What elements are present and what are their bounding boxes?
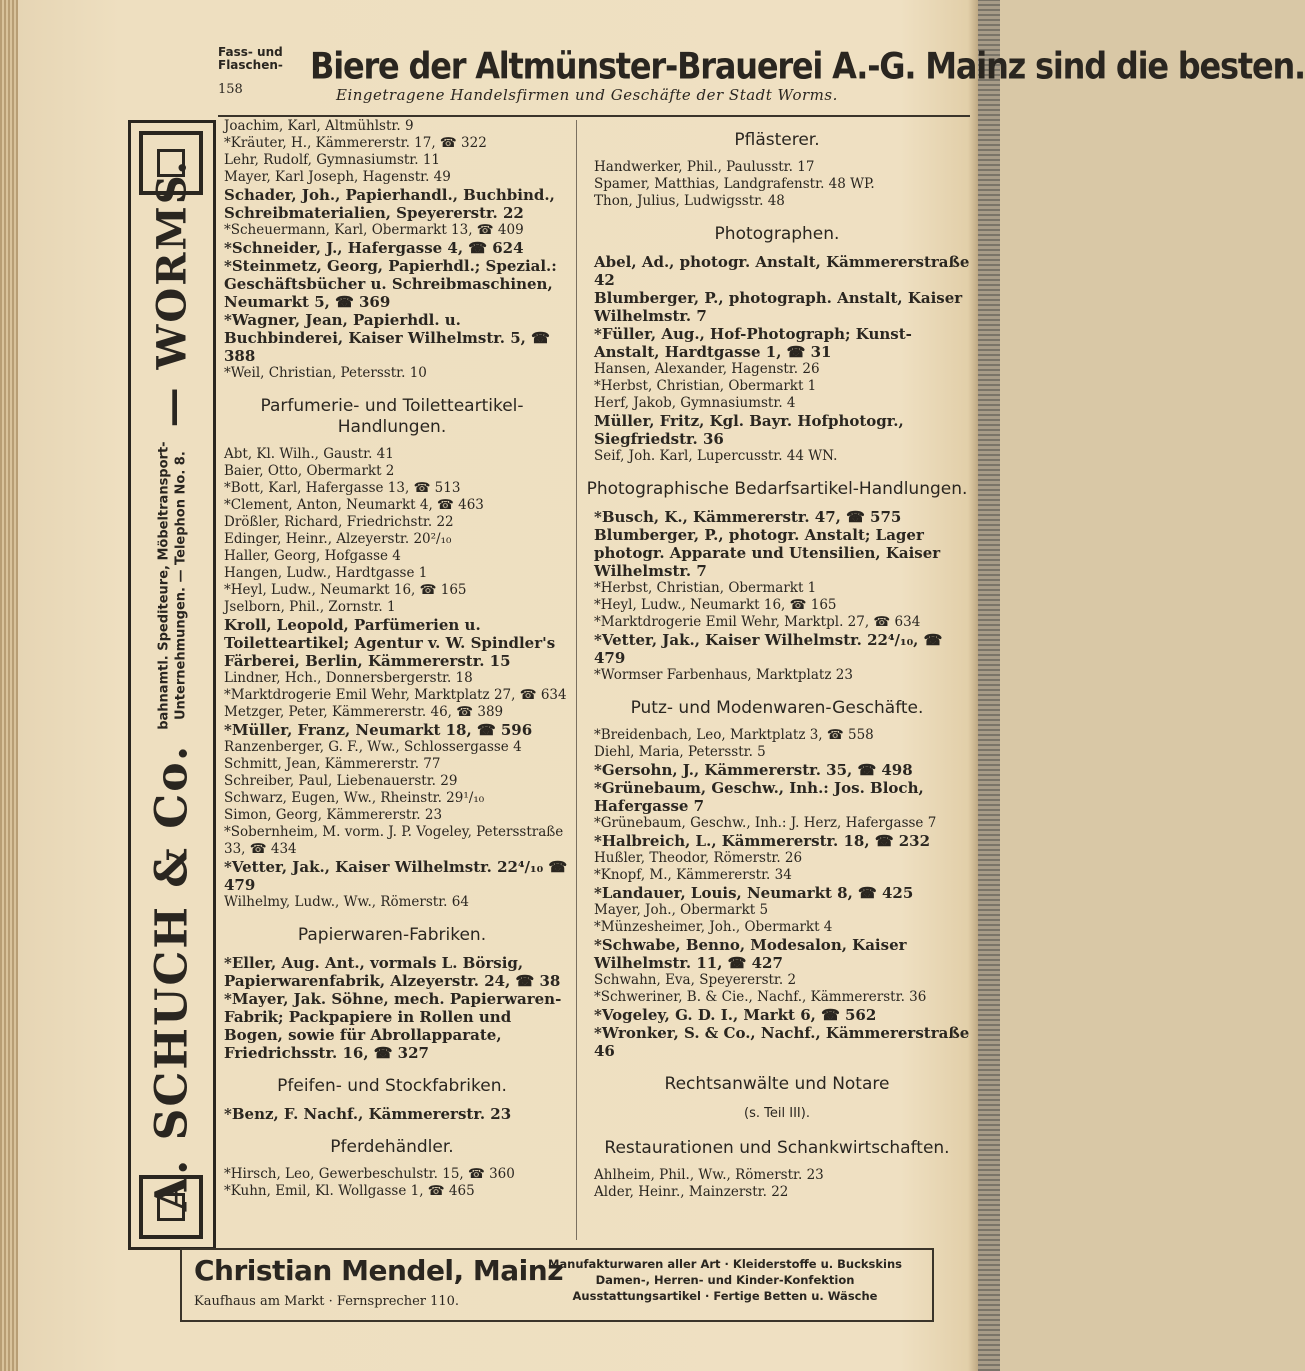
list-item: *Grünebaum, Geschw., Inh.: Jos. Bloch, Hafergasse 7 [594, 779, 924, 815]
heading-pferdehaendler: Pferdehändler. [330, 1137, 454, 1157]
list-item: *Scheuermann, Karl, Obermarkt 13, ☎ 409 [224, 222, 524, 238]
list-item: *Müller, Franz, Neumarkt 18, ☎ 596 [224, 721, 533, 739]
list-item: *Mayer, Jak. Söhne, mech. Papierwaren-Fabrik; Packpapiere in Rollen und Bogen, sowie für Abrollapparate, Friedrichsstr. 16, ☎ 327 [224, 990, 562, 1062]
list-item: *Grünebaum, Geschw., Inh.: J. Herz, Hafergasse 7 [594, 815, 937, 831]
list-item: Spamer, Matthias, Landgrafenstr. 48 WP. [594, 176, 875, 192]
list-pferdehaendler [212, 1166, 572, 1200]
header-small-line2: Flaschen- [218, 58, 283, 72]
list-item: Abel, Ad., photogr. Anstalt, Kämmererstraße 42 [594, 253, 970, 289]
heading-putz-moden: Putz- und Modenwaren-Geschäfte. [630, 698, 924, 718]
list-item: *Münzesheimer, Joh., Obermarkt 4 [594, 919, 833, 935]
list-item: *Landauer, Louis, Neumarkt 8, ☎ 425 [594, 884, 914, 902]
list-item: *Vogeley, G. D. I., Markt 6, ☎ 562 [594, 1006, 877, 1024]
header-title: Biere der Altmünster-Brauerei A.-G. Mainz sind die besten. [310, 44, 1305, 88]
list-item: *Wagner, Jean, Papierhdl. u. Buchbinderei, Kaiser Wilhelmstr. 5, ☎ 388 [224, 311, 550, 365]
heading-parfumerie: Parfumerie- und Toiletteartikel-Handlungen. [260, 396, 524, 437]
list-item: Ahlheim, Phil., Ww., Römerstr. 23 [594, 1167, 824, 1183]
sidebar-advertisement [128, 120, 216, 1250]
list-item: Mayer, Joh., Obermarkt 5 [594, 902, 769, 918]
list-item: *Halbreich, L., Kämmererstr. 18, ☎ 232 [594, 832, 931, 850]
list-item: Metzger, Peter, Kämmererstr. 46, ☎ 389 [224, 704, 504, 720]
list-item: *Marktdrogerie Emil Wehr, Marktpl. 27, ☎ 634 [594, 614, 921, 630]
list-item: *Heyl, Ludw., Neumarkt 16, ☎ 165 [594, 597, 837, 613]
list-item: Müller, Fritz, Kgl. Bayr. Hofphotogr., Siegfriedstr. 36 [594, 412, 904, 448]
list-item: Blumberger, P., photogr. Anstalt; Lager photogr. Apparate und Utensilien, Kaiser Wilhelmstr. 7 [594, 526, 941, 580]
page-stack-edge [978, 0, 1000, 1371]
list-pflaesterer [582, 159, 972, 210]
list-item: Alder, Heinr., Mainzerstr. 22 [594, 1184, 789, 1200]
footer-products [520, 1256, 930, 1304]
book-spine-edge [0, 0, 18, 1371]
list-item: Drößler, Richard, Friedrichstr. 22 [224, 514, 454, 530]
note-rechtsanwaelte: (s. Teil III). [744, 1106, 810, 1121]
list-item: Hußler, Theodor, Römerstr. 26 [594, 850, 803, 866]
list-item: Hangen, Ludw., Hardtgasse 1 [224, 565, 428, 581]
list-item: *Vetter, Jak., Kaiser Wilhelmstr. 22⁴/₁₀, ☎ 479 [594, 631, 943, 667]
list-item: Edinger, Heinr., Alzeyerstr. 20²/₁₀ [224, 531, 452, 547]
column-divider [576, 120, 577, 1240]
right-column [582, 118, 972, 1201]
list-item: *Herbst, Christian, Obermarkt 1 [594, 580, 817, 596]
list-item: Herf, Jakob, Gymnasiumstr. 4 [594, 395, 796, 411]
list-item: Lehr, Rudolf, Gymnasiumstr. 11 [224, 152, 441, 168]
list-parfumerie [212, 446, 572, 911]
list-item: *Sobernheim, M. vorm. J. P. Vogeley, Petersstraße 33, ☎ 434 [224, 824, 564, 857]
list-item: Schreiber, Paul, Liebenauerstr. 29 [224, 773, 458, 789]
list-item: *Clement, Anton, Neumarkt 4, ☎ 463 [224, 497, 484, 513]
list-putz-moden [582, 727, 972, 1060]
list-item: *Knopf, M., Kämmererstr. 34 [594, 867, 792, 883]
list-item: Haller, Georg, Hofgasse 4 [224, 548, 401, 564]
list-item: *Bott, Karl, Hafergasse 13, ☎ 513 [224, 480, 461, 496]
list-item: Diehl, Maria, Petersstr. 5 [594, 744, 766, 760]
list-item: Jselborn, Phil., Zornstr. 1 [224, 599, 396, 615]
list-item: *Kuhn, Emil, Kl. Wollgasse 1, ☎ 465 [224, 1183, 475, 1199]
list-item: *Hirsch, Leo, Gewerbeschulstr. 15, ☎ 360 [224, 1166, 515, 1182]
list-item: Lindner, Hch., Donnersbergerstr. 18 [224, 670, 473, 686]
footer-line3: Ausstattungsartikel · Fertige Betten u. Wäsche [572, 1289, 878, 1303]
list-item: *Vetter, Jak., Kaiser Wilhelmstr. 22⁴/₁₀ ☎ 479 [224, 858, 568, 894]
list-item: *Wronker, S. & Co., Nachf., Kämmererstraße 46 [594, 1024, 970, 1060]
list-item: Schader, Joh., Papierhandl., Buchbind., Schreibmaterialien, Speyererstr. 22 [224, 186, 555, 222]
heading-pflaesterer: Pflästerer. [734, 130, 820, 150]
list-item: *Herbst, Christian, Obermarkt 1 [594, 378, 817, 394]
footer-company-name: Christian Mendel, Mainz [194, 1254, 564, 1287]
list-item: *Schweriner, B. & Cie., Nachf., Kämmererstr. 36 [594, 989, 927, 1005]
list-item: *Marktdrogerie Emil Wehr, Marktplatz 27, ☎ 634 [224, 687, 567, 703]
list-item: *Busch, K., Kämmererstr. 47, ☎ 575 [594, 508, 902, 526]
list-papierwaren [212, 954, 572, 1062]
list-item: Schmitt, Jean, Kämmererstr. 77 [224, 756, 441, 772]
footer-advertisement [180, 1248, 934, 1322]
list-item: Wilhelmy, Ludw., Ww., Römerstr. 64 [224, 894, 469, 910]
header-rule [218, 115, 970, 117]
footer-line1: Manufakturwaren aller Art · Kleiderstoffe u. Buckskins [547, 1257, 903, 1271]
heading-photographen: Photographen. [714, 224, 840, 244]
list-item: *Eller, Aug. Ant., vormals L. Börsig, Papierwarenfabrik, Alzeyerstr. 24, ☎ 38 [224, 954, 561, 990]
header-small-line1: Fass- und [218, 45, 283, 59]
sidebar-company-name: A. SCHUCH & Co. [146, 743, 198, 1212]
list-item: *Benz, F. Nachf., Kämmererstr. 23 [224, 1105, 512, 1123]
list-item: *Wormser Farbenhaus, Marktplatz 23 [594, 667, 853, 683]
sidebar-rotated-text [147, 159, 198, 1211]
list-item: Kroll, Leopold, Parfümerien u. Toiletteartikel; Agentur v. W. Spindler's Färberei, Berlin, Kämmererstr. 15 [224, 616, 556, 670]
header-small-text [218, 46, 283, 72]
list-item: *Heyl, Ludw., Neumarkt 16, ☎ 165 [224, 582, 467, 598]
list-item: Simon, Georg, Kämmererstr. 23 [224, 807, 443, 823]
footer-line2: Damen-, Herren- und Kinder-Konfektion [595, 1273, 855, 1287]
list-item: *Füller, Aug., Hof-Photograph; Kunst-Anstalt, Hardtgasse 1, ☎ 31 [594, 325, 912, 361]
list-item: *Kräuter, H., Kämmererstr. 17, ☎ 322 [224, 135, 487, 151]
list-item: Schwarz, Eugen, Ww., Rheinstr. 29¹/₁₀ [224, 790, 485, 806]
list-item: Baier, Otto, Obermarkt 2 [224, 463, 395, 479]
heading-restaurationen: Restaurationen und Schankwirtschaften. [604, 1138, 950, 1158]
left-column [212, 118, 572, 1200]
header-subtitle: Eingetragene Handelsfirmen und Geschäfte der Stadt Worms. [336, 86, 838, 104]
sidebar-line1: bahnamtl. Spediteure, Möbeltransport- [156, 441, 171, 730]
list-item: Schwahn, Eva, Speyererstr. 2 [594, 972, 797, 988]
list-restaurationen [582, 1167, 972, 1201]
list-item: *Breidenbach, Leo, Marktplatz 3, ☎ 558 [594, 727, 874, 743]
heading-rechtsanwaelte: Rechtsanwälte und Notare [664, 1074, 890, 1094]
list-item: Seif, Joh. Karl, Lupercusstr. 44 WN. [594, 448, 838, 464]
list-item: Hansen, Alexander, Hagenstr. 26 [594, 361, 820, 377]
list-top [212, 118, 572, 382]
list-item: Thon, Julius, Ludwigsstr. 48 [594, 193, 785, 209]
list-photo-bedarf [582, 508, 972, 684]
heading-papierwaren: Papierwaren-Fabriken. [297, 925, 487, 945]
footer-address: Kaufhaus am Markt · Fernsprecher 110. [194, 1294, 460, 1309]
list-item: Ranzenberger, G. F., Ww., Schlossergasse 4 [224, 739, 522, 755]
list-item: Mayer, Karl Joseph, Hagenstr. 49 [224, 169, 451, 185]
sidebar-line2: Unternehmungen. — Telephon No. 8. [173, 451, 188, 720]
list-item: *Schneider, J., Hafergasse 4, ☎ 624 [224, 239, 524, 257]
list-item: *Gersohn, J., Kämmererstr. 35, ☎ 498 [594, 761, 913, 779]
heading-photo-bedarf: Photographische Bedarfsartikel-Handlungen. [586, 479, 968, 499]
list-item: Handwerker, Phil., Paulusstr. 17 [594, 159, 815, 175]
list-item: *Weil, Christian, Petersstr. 10 [224, 365, 427, 381]
sidebar-description [155, 441, 189, 729]
page-number: 158 [218, 82, 243, 97]
list-item: Blumberger, P., photograph. Anstalt, Kaiser Wilhelmstr. 7 [594, 289, 963, 325]
sidebar-worms: — WORMS. [148, 158, 196, 428]
list-item: *Schwabe, Benno, Modesalon, Kaiser Wilhelmstr. 11, ☎ 427 [594, 936, 907, 972]
list-item: Abt, Kl. Wilh., Gaustr. 41 [224, 446, 394, 462]
list-photographen [582, 253, 972, 465]
list-item: Joachim, Karl, Altmühlstr. 9 [224, 118, 414, 134]
list-item: *Steinmetz, Georg, Papierhdl.; Spezial.: Geschäftsbücher u. Schreibmaschinen, Neumarkt 5, ☎ 369 [224, 257, 557, 311]
page-header [218, 44, 1305, 114]
list-pfeifen [212, 1105, 572, 1123]
heading-pfeifen: Pfeifen- und Stockfabriken. [277, 1076, 507, 1096]
